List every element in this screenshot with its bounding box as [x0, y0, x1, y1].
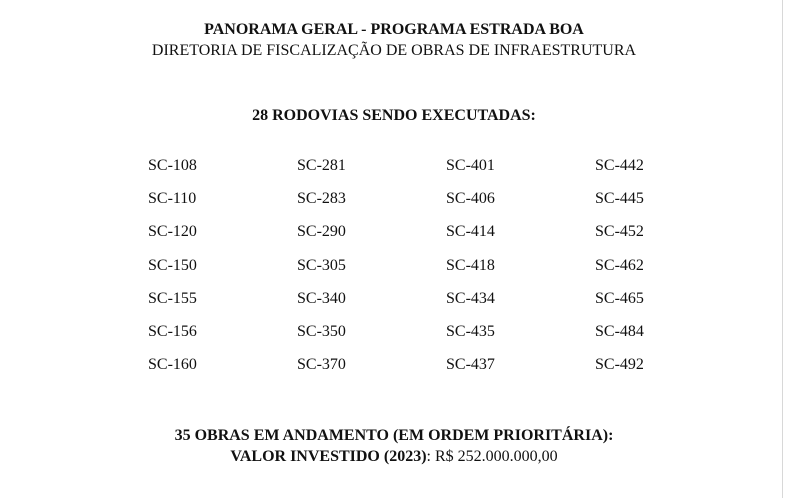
investment-value: : R$ 252.000.000,00	[426, 448, 558, 465]
road-code: SC-484	[595, 322, 644, 340]
road-code: SC-434	[446, 289, 495, 307]
investment-line	[0, 447, 788, 467]
roads-grid	[148, 156, 748, 388]
road-code: SC-445	[595, 190, 644, 208]
road-code: SC-462	[595, 256, 644, 274]
road-code: SC-305	[297, 256, 346, 274]
road-code: SC-406	[446, 190, 495, 208]
road-code: SC-156	[148, 322, 197, 340]
road-code: SC-340	[297, 289, 346, 307]
road-code: SC-452	[595, 223, 644, 241]
investment-label: VALOR INVESTIDO (2023)	[230, 448, 427, 465]
road-code: SC-160	[148, 356, 197, 374]
road-code: SC-155	[148, 289, 197, 307]
roads-heading: 28 RODOVIAS SENDO EXECUTADAS:	[252, 107, 536, 124]
road-code: SC-418	[446, 256, 495, 274]
road-code: SC-401	[446, 157, 495, 174]
road-code: SC-370	[297, 356, 346, 374]
road-code: SC-108	[148, 157, 197, 174]
road-code: SC-414	[446, 223, 495, 241]
road-code: SC-437	[446, 356, 495, 374]
road-code: SC-442	[595, 157, 644, 174]
road-code: SC-290	[297, 223, 346, 241]
document-title: PANORAMA GERAL - PROGRAMA ESTRADA BOA	[204, 21, 584, 38]
road-code: SC-435	[446, 322, 495, 340]
road-code: SC-350	[297, 322, 346, 340]
road-code: SC-150	[148, 256, 197, 274]
works-heading: 35 OBRAS EM ANDAMENTO (EM ORDEM PRIORITÁRIA):	[174, 427, 614, 444]
road-code: SC-283	[297, 190, 346, 208]
document-subtitle: DIRETORIA DE FISCALIZAÇÃO DE OBRAS DE INFRAESTRUTURA	[151, 42, 637, 59]
road-code: SC-120	[148, 223, 197, 241]
road-code: SC-492	[595, 356, 644, 374]
page-edge	[782, 0, 794, 498]
road-code: SC-281	[297, 157, 346, 174]
road-code: SC-465	[595, 289, 644, 307]
road-code: SC-110	[148, 190, 197, 208]
